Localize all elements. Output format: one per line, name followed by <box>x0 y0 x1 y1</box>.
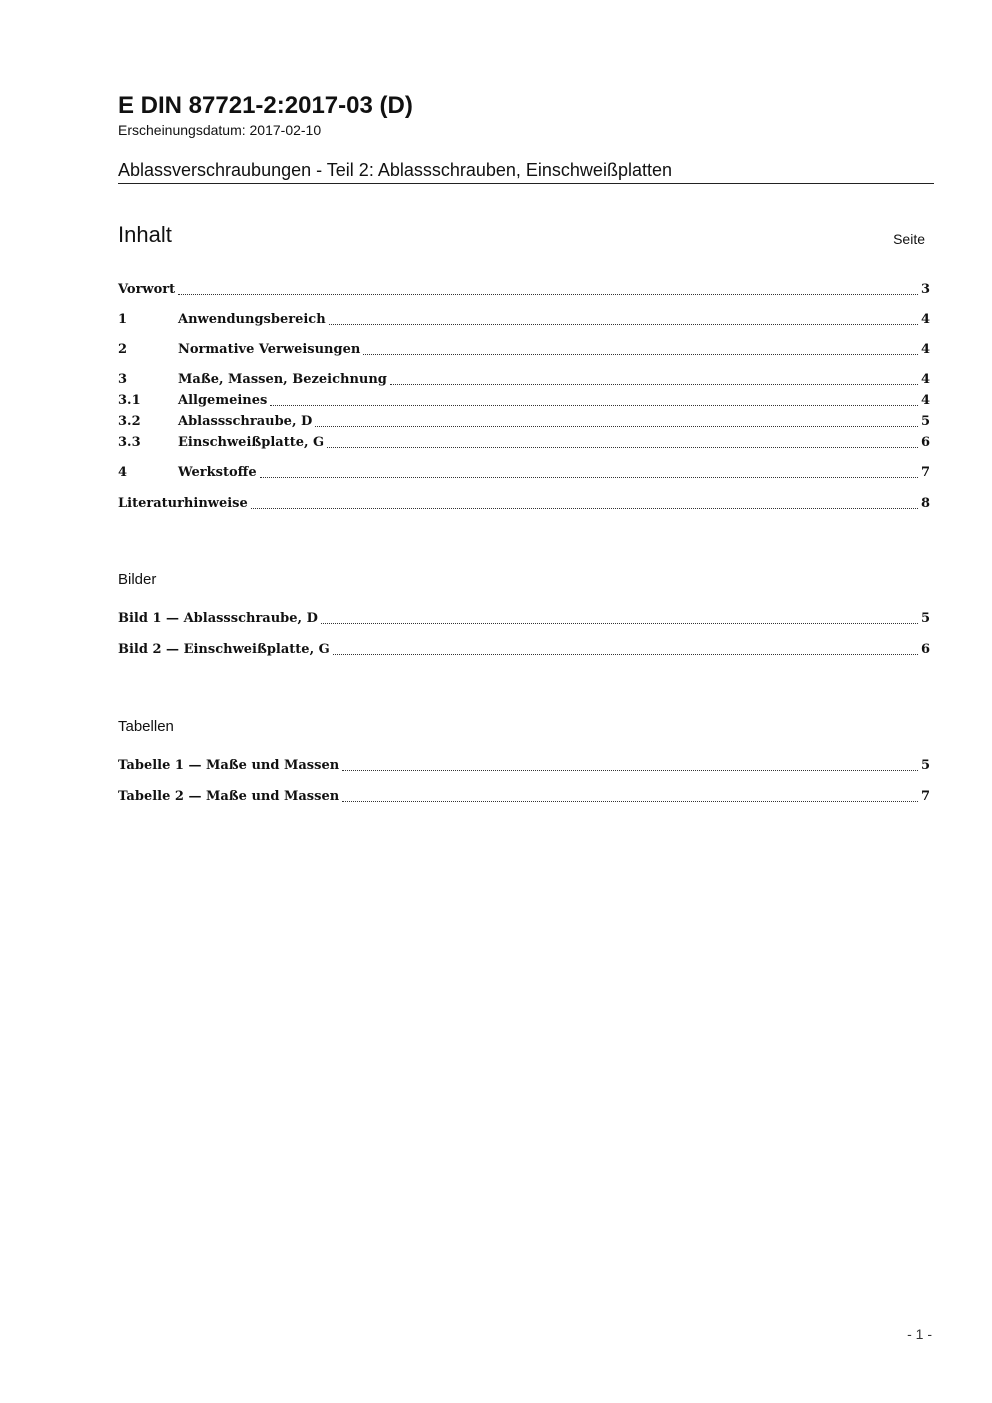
toc-entry-number: 4 <box>118 465 128 480</box>
toc-entry-literaturhinweise[interactable] <box>118 494 930 514</box>
figure-entry-page: 5 <box>920 611 930 626</box>
toc-entry-text: Vorwort <box>118 282 176 297</box>
toc-entry-text: Maße, Massen, Bezeichnung <box>178 372 387 387</box>
toc-entry-text: Normative Verweisungen <box>178 342 361 357</box>
toc-leader <box>251 508 918 509</box>
toc-entry-page: 4 <box>920 312 930 327</box>
toc-entry-page: 6 <box>920 435 930 450</box>
toc-leader <box>327 447 918 448</box>
toc-leader <box>178 294 918 295</box>
document-title: Ablassverschraubungen - Teil 2: Ablassschrauben, Einschweißplatten <box>118 159 934 184</box>
toc-entry-page: 3 <box>920 282 930 297</box>
toc-leader <box>270 405 918 406</box>
toc-leader <box>342 770 918 771</box>
toc-leader <box>329 324 918 325</box>
toc-entry-number: 3 <box>118 372 128 387</box>
toc-entry-number: 3.1 <box>118 393 141 408</box>
table-entry-text: Tabelle 2 — Maße und Massen <box>118 789 340 804</box>
toc-entry-page: 4 <box>920 393 930 408</box>
toc-entry-text: Ablassschraube, D <box>178 414 313 429</box>
toc-leader <box>260 477 918 478</box>
toc-entry-number: 1 <box>118 312 128 327</box>
toc-entry-page: 4 <box>920 372 930 387</box>
toc-heading: Inhalt <box>118 222 172 247</box>
figure-entry-1[interactable] <box>118 609 930 629</box>
toc-entry-3-3[interactable] <box>118 433 930 453</box>
toc-leader <box>321 623 918 624</box>
toc-entry-2[interactable] <box>118 340 930 360</box>
toc-entry-text: Werkstoffe <box>178 465 257 480</box>
toc-entry-number: 3.2 <box>118 414 141 429</box>
toc-page-column-label: Seite <box>893 231 925 247</box>
tables-section-label: Tabellen <box>118 718 174 735</box>
figure-entry-2[interactable] <box>118 640 930 660</box>
publication-date: Erscheinungsdatum: 2017-02-10 <box>118 122 322 138</box>
table-entry-page: 5 <box>920 758 930 773</box>
toc-entry-page: 4 <box>920 342 930 357</box>
table-entry-2[interactable] <box>118 787 930 807</box>
toc-entry-text: Anwendungsbereich <box>178 312 326 327</box>
figure-entry-page: 6 <box>920 642 930 657</box>
toc-entry-page: 5 <box>920 414 930 429</box>
figures-section-label: Bilder <box>118 571 157 588</box>
toc-leader <box>342 801 918 802</box>
figure-entry-text: Bild 1 — Ablassschraube, D <box>118 611 318 626</box>
toc-leader <box>315 426 918 427</box>
toc-entry-text: Literaturhinweise <box>118 496 248 511</box>
toc-entry-page: 7 <box>920 465 930 480</box>
toc-entry-vorwort[interactable] <box>118 280 930 300</box>
toc-leader <box>333 654 918 655</box>
table-entry-1[interactable] <box>118 756 930 776</box>
toc-entry-3-1[interactable] <box>118 391 930 411</box>
toc-entry-text: Einschweißplatte, G <box>178 435 325 450</box>
toc-entry-4[interactable] <box>118 463 930 483</box>
table-entry-text: Tabelle 1 — Maße und Massen <box>118 758 340 773</box>
footer-page-number: - 1 - <box>907 1326 932 1342</box>
toc-entry-page: 8 <box>920 496 930 511</box>
toc-entry-number: 2 <box>118 342 128 357</box>
toc-entry-number: 3.3 <box>118 435 141 450</box>
toc-entry-3-2[interactable] <box>118 412 930 432</box>
toc-entry-3[interactable] <box>118 370 930 390</box>
toc-leader <box>363 354 918 355</box>
toc-entry-text: Allgemeines <box>178 393 268 408</box>
figure-entry-text: Bild 2 — Einschweißplatte, G <box>118 642 330 657</box>
toc-leader <box>390 384 918 385</box>
document-id: E DIN 87721-2:2017-03 (D) <box>118 92 413 119</box>
toc-entry-1[interactable] <box>118 310 930 330</box>
table-entry-page: 7 <box>920 789 930 804</box>
